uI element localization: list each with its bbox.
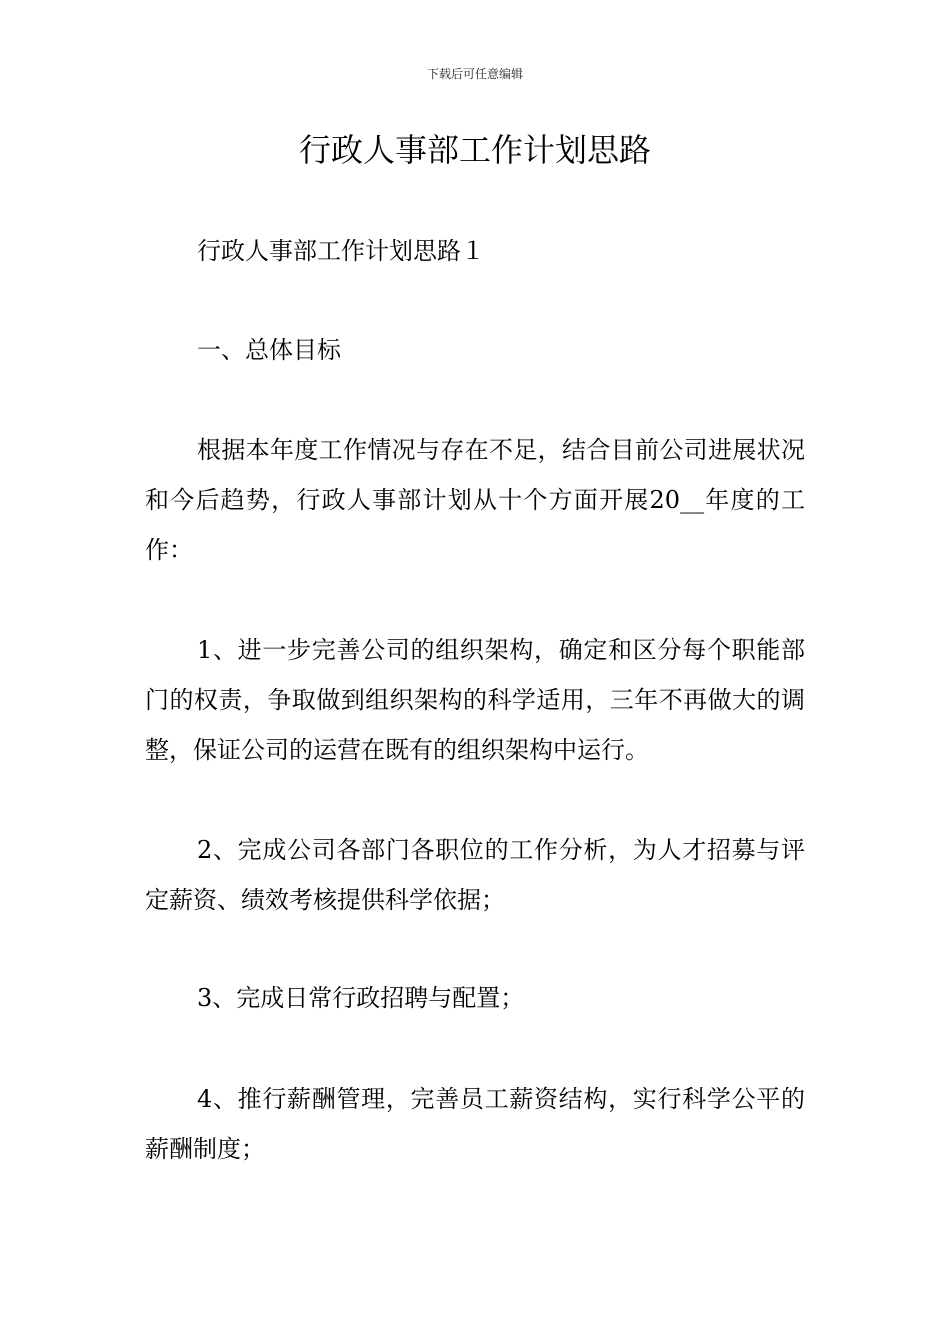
document-subtitle: 行政人事部工作计划思路１ bbox=[197, 237, 485, 265]
header-note: 下载后可任意编辑 bbox=[426, 67, 523, 81]
document-title: 行政人事部工作计划思路 bbox=[298, 131, 651, 169]
list-item-1: 1、进一步完善公司的组织架构，确定和区分每个职能部门的权责，争取做到组织架构的科学适用，三年不再做大的调整，保证公司的运营在既有的组织架构中运行。 bbox=[145, 636, 805, 764]
section-heading: 一、总体目标 bbox=[197, 336, 341, 364]
intro-paragraph: 根据本年度工作情况与存在不足，结合目前公司进展状况和今后趋势，行政人事部计划从十个方面开展20__年度的工作： bbox=[145, 436, 805, 564]
list-item-4: 4、推行薪酬管理，完善员工薪资结构，实行科学公平的薪酬制度； bbox=[145, 1085, 805, 1163]
list-item-2: 2、完成公司各部门各职位的工作分析，为人才招募与评定薪资、绩效考核提供科学依据； bbox=[145, 836, 805, 914]
list-item-3: 3、完成日常行政招聘与配置； bbox=[197, 984, 525, 1012]
